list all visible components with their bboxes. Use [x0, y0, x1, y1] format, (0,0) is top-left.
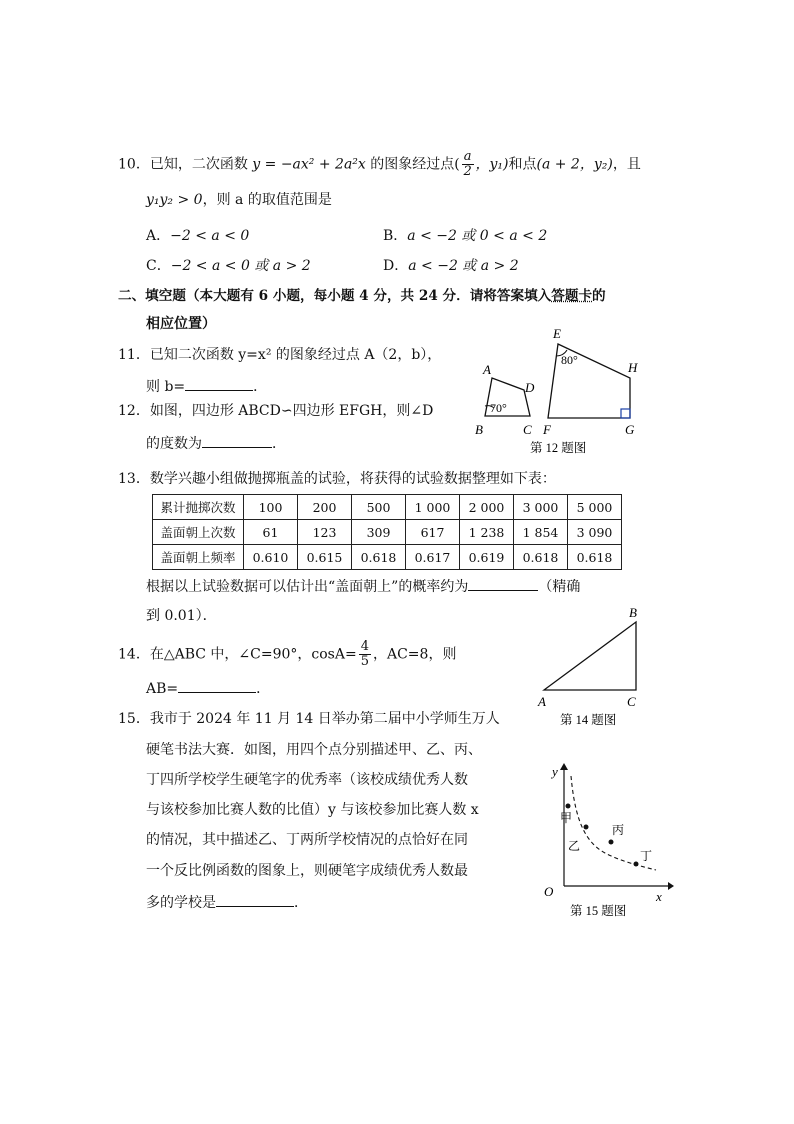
q14-figure-caption: 第 14 题图	[560, 713, 617, 727]
triangle-abc	[544, 622, 636, 690]
section2-title-line2: 相应位置）	[146, 316, 216, 332]
q11-answer-label: 则 b=	[146, 379, 186, 395]
point-bing	[609, 840, 614, 845]
option-label: C．	[146, 258, 171, 274]
q15-figure	[540, 760, 680, 920]
q14-figure	[530, 604, 650, 730]
table-cell: 309	[352, 520, 406, 545]
table-header-cell: 累计抛掷次数	[153, 495, 244, 520]
q15-text-line: 硬笔书法大赛．如图，用四个点分别描述甲、乙、丙、	[146, 742, 482, 758]
label-bing: 丙	[612, 823, 625, 837]
table-cell: 1 238	[460, 520, 514, 545]
q14-answer-blank[interactable]	[178, 678, 256, 693]
q11-answer-blank[interactable]	[185, 376, 253, 391]
q10-option-b[interactable]	[383, 226, 547, 246]
table-cell: 0.617	[406, 545, 460, 570]
q14-text-1: 在△ABC 中，∠C=90°，cosA=	[149, 646, 357, 663]
q14-answer-label: AB=	[146, 681, 179, 697]
vertex-f-label: F	[543, 422, 551, 437]
table-cell: 617	[406, 520, 460, 545]
q12-number: 12．	[118, 403, 150, 419]
q10-frac-num: a	[463, 149, 472, 164]
point-jia	[566, 804, 571, 809]
q14-line2	[146, 678, 270, 699]
q13-answer-blank[interactable]	[468, 576, 538, 591]
section2-title-a: 二、填空题（本大题有 6 小题，每小题 4 分，共 24 分．请将答案填入	[118, 288, 552, 304]
table-cell: 0.615	[298, 545, 352, 570]
table-cell: 2 000	[460, 495, 514, 520]
x-axis-arrow	[668, 882, 674, 890]
table-cell: 200	[298, 495, 352, 520]
section2-title-c: 的	[592, 288, 606, 304]
q14-frac-num: 4	[360, 639, 369, 654]
q12-figure	[470, 322, 670, 457]
q11-line1	[118, 345, 441, 365]
q11-line2	[146, 376, 267, 397]
q14-fraction	[359, 640, 371, 669]
vertex-d-label: D	[525, 380, 535, 395]
q10-text-4: ，且	[612, 156, 641, 173]
q13-data-table	[152, 494, 622, 570]
table-row	[153, 520, 622, 545]
vertex-h-label: H	[628, 360, 638, 375]
origin-label: O	[544, 884, 554, 899]
q10-point2: (a + 2，y₂)	[536, 156, 613, 173]
q13-line3: 到 0.01）．	[146, 608, 217, 624]
q12-answer-blank[interactable]	[202, 433, 272, 448]
q11-end: ．	[253, 379, 268, 395]
q10-line1	[118, 150, 641, 179]
q10-text-3: 和点	[508, 156, 537, 173]
table-cell: 3 000	[514, 495, 568, 520]
q10-option-d[interactable]	[383, 256, 519, 276]
option-text: −2 < a < 0	[170, 228, 250, 244]
angle-e-label: 80°	[561, 353, 578, 367]
q14-end: ．	[256, 681, 271, 697]
table-cell: 0.619	[460, 545, 514, 570]
q10-point1-open: (	[454, 156, 460, 173]
q12-figure-caption: 第 12 题图	[530, 441, 587, 455]
q14-line1	[118, 640, 456, 669]
table-cell: 100	[244, 495, 298, 520]
vertex-a-label: A	[538, 694, 546, 709]
vertex-a-label: A	[483, 362, 491, 377]
q12-answer-label: 的度数为	[146, 436, 202, 452]
q13-text: 数学兴趣小组做抛掷瓶盖的试验，将获得的试验数据整理如下表：	[149, 471, 556, 487]
q15-figure-caption: 第 15 题图	[570, 904, 627, 918]
option-text: a < −2 或 0 < a < 2	[407, 228, 548, 244]
q13-number: 13．	[118, 471, 150, 487]
q15-text-line: 与该校参加比赛人数的比值）y 与该校参加比赛人数 x	[146, 802, 479, 818]
q10-point1-fraction	[462, 150, 474, 179]
q15-line1	[118, 709, 500, 729]
q11-text: 已知二次函数 y=x² 的图象经过点 A（2，b），	[149, 347, 442, 363]
q15-text-line: 的情况，其中描述乙、丁两所学校情况的点恰好在同	[146, 832, 468, 848]
point-ding	[634, 862, 639, 867]
vertex-c-label: C	[523, 422, 532, 437]
option-label: A．	[146, 228, 171, 244]
vertex-e-label: E	[553, 326, 561, 341]
vertex-g-label: G	[625, 422, 635, 437]
y-axis-label: y	[552, 764, 558, 779]
vertex-c-label: C	[627, 694, 636, 709]
q15-end: ．	[294, 895, 308, 911]
table-header-cell: 盖面朝上次数	[153, 520, 244, 545]
q13-line-after	[146, 576, 580, 597]
q14-frac-den: 5	[360, 654, 369, 669]
q15-number: 15．	[118, 711, 150, 727]
q15-last-text: 多的学校是	[146, 895, 216, 911]
table-cell: 123	[298, 520, 352, 545]
q10-option-a[interactable]	[146, 226, 249, 246]
label-jia: 甲	[560, 811, 573, 825]
q13-after-text: 根据以上试验数据可以估计出“盖面朝上”的概率约为	[146, 579, 469, 595]
q15-text-line: 我市于 2024 年 11 月 14 日举办第二届中小学师生万人	[149, 711, 500, 727]
table-cell: 61	[244, 520, 298, 545]
label-yi: 乙	[568, 839, 581, 853]
section2-answer-card: 答题卡	[551, 288, 593, 304]
q14-number: 14．	[118, 646, 150, 663]
table-header-cell: 盖面朝上频率	[153, 545, 244, 570]
q10-question: ，则 a 的取值范围是	[202, 192, 332, 208]
table-cell: 500	[352, 495, 406, 520]
right-angle-mark-g	[621, 409, 630, 418]
table-cell: 1 854	[514, 520, 568, 545]
q10-condition: y₁y₂ > 0	[146, 192, 203, 208]
q10-number: 10．	[118, 156, 150, 173]
q10-line2	[146, 190, 332, 210]
q10-point1-rest: ，y₁)	[475, 156, 509, 173]
y-axis-arrow	[560, 763, 568, 770]
table-row	[153, 495, 622, 520]
table-row	[153, 545, 622, 570]
table-cell: 5 000	[568, 495, 622, 520]
section2-title	[118, 286, 606, 306]
q15-text-line: 一个反比例函数的图象上，则硬笔字成绩优秀人数最	[146, 863, 468, 879]
option-text: −2 < a < 0 或 a > 2	[170, 258, 311, 274]
q15-last-line	[146, 892, 308, 913]
vertex-b-label: B	[475, 422, 483, 437]
option-text: a < −2 或 a > 2	[408, 258, 519, 274]
q14-text-2: ，AC=8，则	[372, 646, 457, 663]
q13-line1	[118, 469, 556, 489]
q12-line2	[146, 433, 286, 454]
q11-number: 11．	[118, 347, 150, 363]
table-cell: 0.610	[244, 545, 298, 570]
label-ding: 丁	[640, 849, 653, 863]
q15-answer-blank[interactable]	[216, 892, 294, 907]
option-label: B．	[383, 228, 408, 244]
q15-text-line: 丁四所学校学生硬笔字的优秀率（该校成绩优秀人数	[146, 772, 468, 788]
q13-after-text-2: （精确	[538, 579, 581, 595]
table-cell: 0.618	[352, 545, 406, 570]
option-label: D．	[383, 258, 409, 274]
q10-frac-den: 2	[463, 164, 472, 179]
x-axis-label: x	[656, 889, 662, 904]
q10-text-2: 的图象经过点	[370, 156, 455, 173]
q10-expr: y = −ax² + 2a²x	[252, 156, 366, 173]
table-cell: 0.618	[568, 545, 622, 570]
table-cell: 3 090	[568, 520, 622, 545]
table-cell: 0.618	[514, 545, 568, 570]
point-yi	[584, 825, 589, 830]
vertex-b-label: B	[629, 605, 637, 620]
q12-text: 如图，四边形 ABCD∽四边形 EFGH，则∠D	[149, 403, 434, 419]
q10-option-c[interactable]	[146, 256, 311, 276]
angle-b-label: 70°	[490, 401, 507, 415]
table-cell: 1 000	[406, 495, 460, 520]
q10-text-1: 已知，二次函数	[149, 156, 248, 173]
q12-line1	[118, 401, 433, 421]
q12-end: ．	[272, 436, 286, 452]
